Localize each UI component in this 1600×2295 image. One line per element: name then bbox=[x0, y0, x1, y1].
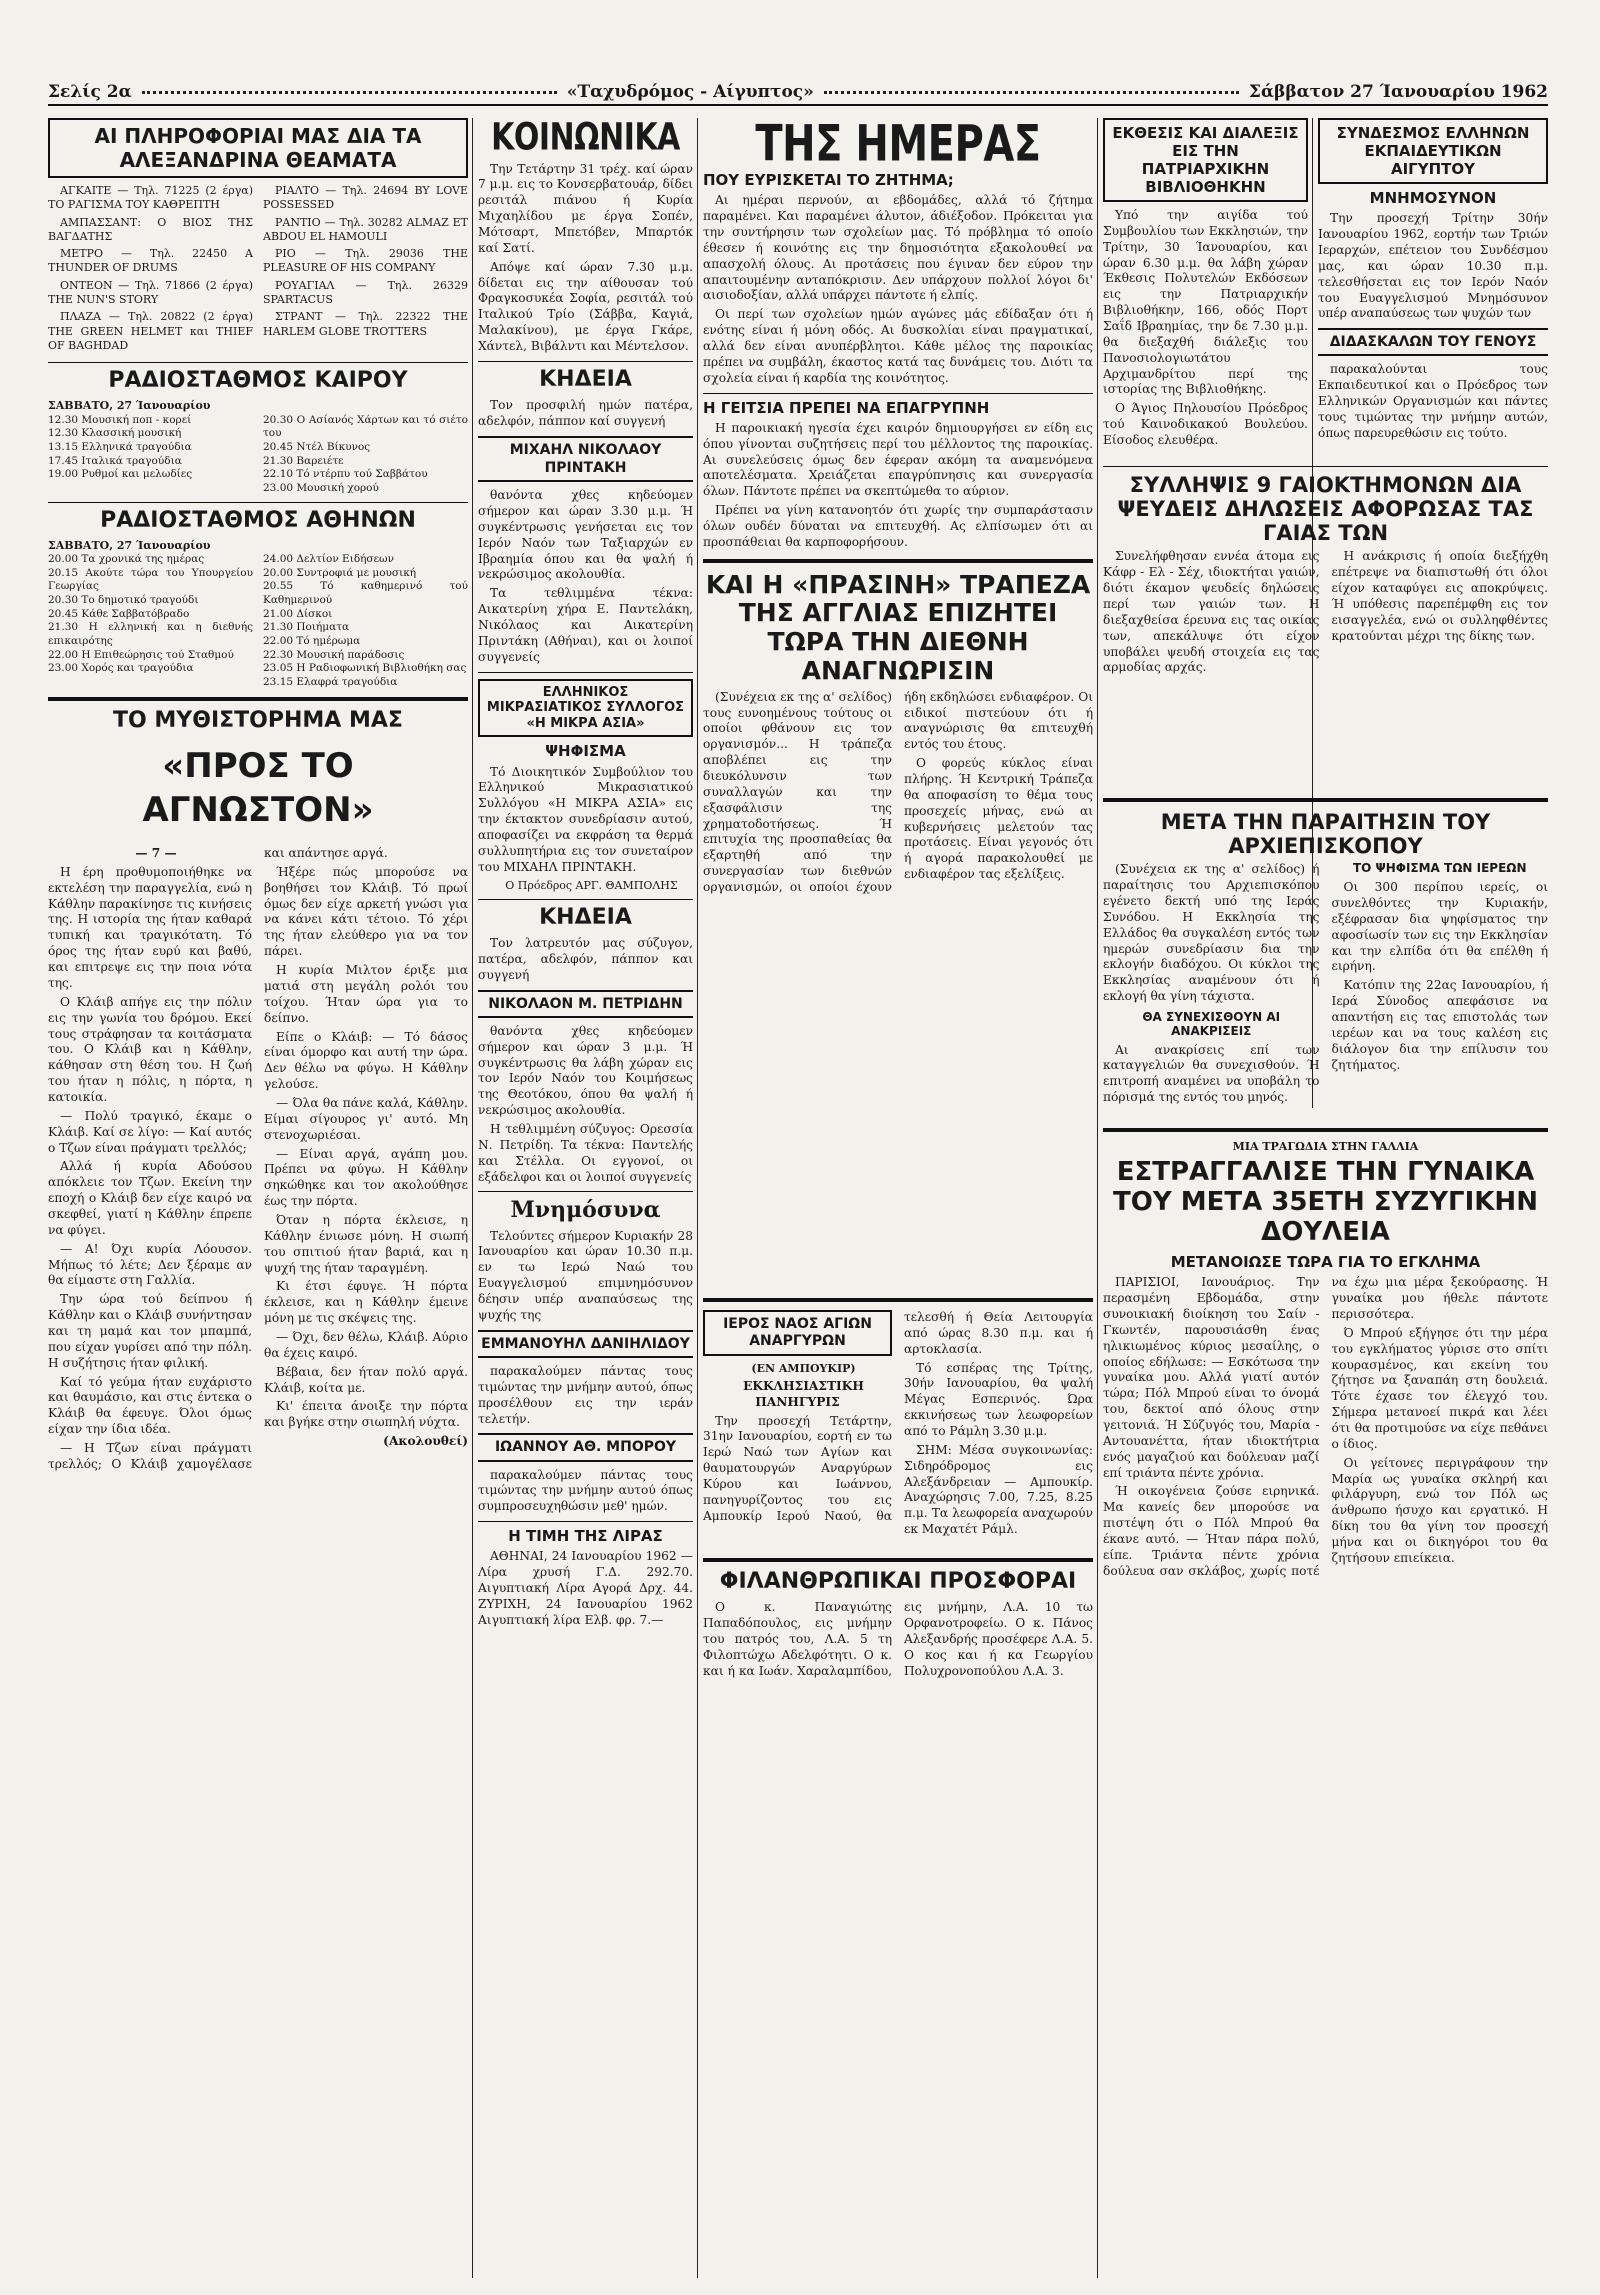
editorial-subheading: ΠΟΥ ΕΥΡΙΣΚΕΤΑΙ ΤΟ ΖΗΤΗΜΑ; bbox=[703, 171, 954, 189]
novel-paragraph: Κι' έπειτα άνοιξε την πόρτα και βγήκε στην σιωπηλή νύχτα. bbox=[264, 1399, 468, 1430]
memorial-name: ΕΜΜΑΝΟΥΗΛ ΔΑΝΙΗΛΙΔΟΥ bbox=[478, 1330, 693, 1358]
column-entertainment bbox=[48, 118, 468, 2278]
novel-paragraph: — Η Τζων είναι πράγματι τρελλός; Ο Κλάιβ χαμογέλασε και απάντησε αργά. bbox=[48, 846, 388, 1471]
tragedy-paragraph: Ό Μπρού εξήγησε ότι την μέρα του εγκλήματος γύρισε στο σπίτι κουρασμένος, και εκείνη του ζήτησε να ξαναπάη στη δουλειά. Τότε έχασε τον έλεγχό του. Σήμερα μετανοεί πικρά και λέει ότι θα προτιμούσε να είχε πεθάνει ο ίδιος. bbox=[1331, 1325, 1548, 1451]
novel-title: «ΠΡΟΣ ΤΟ ΑΓΝΩΣΤΟΝ» bbox=[142, 745, 374, 830]
cinema-item: ΠΛΑΖΑ — Τηλ. 20822 (2 έργα) THE GREEN HELMET και THIEF OF BAGHDAD bbox=[48, 310, 253, 352]
resignation-subheading: ΘΑ ΣΥΝΕΧΙΣΘΟΥΝ ΑΙ ΑΝΑΚΡΙΣΕΙΣ bbox=[1142, 1010, 1281, 1038]
radio-item: 13.15 Ελληνικά τραγούδια bbox=[48, 441, 192, 454]
novel-paragraph: Είπε ο Κλάιβ: — Τό δάσος είναι όμορφο και αυτή την ώρα. Δεν θέλω να φύγω. Η Κάθλην γελούσε. bbox=[264, 1029, 468, 1092]
resolution-label: ΨΗΦΙΣΜΑ bbox=[545, 742, 626, 761]
radio-item: 20.00 Συντροφιά με μουσική bbox=[263, 566, 417, 579]
teachers-text: Την προσεχή Τρίτην 30ήν Ιανουαρίου 1962, εορτήν των Τριών Ιεραρχών, επέτειον του Συνδέσμου μας, και ώραν 10.30 π.μ. τελεσθήσεται εις τον Ιερόν Ναόν του Ευαγγελισμού Μνημόσυνον υπέρ αναπαύσεως των ψυχών των bbox=[1318, 211, 1548, 321]
resignation-story bbox=[1103, 790, 1548, 1120]
deceased-name: ΝΙΚΟΛΑΟΝ Μ. ΠΕΤΡΙΔΗΝ bbox=[478, 990, 693, 1018]
column-lower-middle bbox=[703, 1290, 1093, 2280]
bank-article bbox=[703, 690, 1093, 896]
cinema-item: ΑΓΚΑΙΤΕ — Τηλ. 71225 (2 έργα) ΤΟ ΡΑΓΙΣΜΑ ΤΟΥ ΚΑΘΡΕΠΤΗ bbox=[48, 184, 253, 212]
resignation-subheading: ΤΟ ΨΗΦΙΣΜΑ ΤΩΝ ΙΕΡΕΩΝ bbox=[1352, 861, 1527, 876]
memorial-label: ΜΝΗΜΟΣΥΝΟΝ bbox=[1369, 189, 1497, 207]
deceased-name: ΜΙΧΑΗΛ ΝΙΚΟΛΑΟΥ ΠΡΙΝΤΑΚΗ bbox=[478, 436, 693, 482]
section-rule bbox=[703, 559, 1093, 563]
radio-cairo-schedule bbox=[48, 414, 468, 496]
radio-item: 19.00 Ρυθμοί και μελωδίες bbox=[48, 468, 193, 481]
funeral-heading: ΚΗΔΕΙΑ bbox=[539, 904, 632, 930]
masthead-divider bbox=[142, 91, 557, 94]
section-rule bbox=[1103, 798, 1548, 802]
section-rule bbox=[703, 1558, 1093, 1562]
masthead-divider bbox=[824, 91, 1239, 94]
arrest-paragraph: Συνελήφθησαν εννέα άτομα εις Κάφρ - Ελ - Σέχ, ιδιοκτήται γαιών, διότι έκαμον ψευδείς δηλώσεις περί των γαιών των. Η διεξαχθείσα έρευνα εις τας οικίας των, απεκάλυψε ότι είχον υποβάλει ψευδή στοιχεία εις τας αρμοδίας αρχάς. bbox=[1103, 549, 1320, 675]
church-location: (ΕΝ ΑΜΠΟΥΚΙΡ) bbox=[751, 1361, 856, 1375]
cinema-item: ΟΝΤΕΟΝ — Τηλ. 71866 (2 έργα) THE NUN'S STORY bbox=[48, 278, 253, 307]
exhibit-heading: ΕΚΘΕΣΙΣ ΚΑΙ ΔΙΑΛΕΞΙΣ ΕΙΣ ΤΗΝ ΠΑΤΡΙΑΡΧΙΚΗΝ ΒΙΒΛΙΟΘΗΚΗΝ bbox=[1103, 118, 1308, 202]
column-teachers bbox=[1318, 118, 1548, 448]
memorial-name: ΙΩΑΝΝΟΥ ΑΘ. ΜΠΟΡΟΥ bbox=[478, 1433, 693, 1461]
cinema-item: ΡΙΟ — Τηλ. 29036 THE PLEASURE OF HIS COMPANY bbox=[263, 247, 468, 275]
tragedy-story bbox=[1103, 1120, 1548, 2280]
radio-item: 12.30 Μουσική ποπ - κορεί bbox=[48, 413, 192, 426]
funeral-text: θανόντα χθες κηδεύομεν σήμερον και ώραν 3 μ.μ. Ή συγκέντρωσις θα λάβη χώραν εις τον Ιερόν Ναόν του Κοιμήσεως της Θεοτόκου, όπου θα ψαλή ή νεκρώσιμος ακολουθία. bbox=[478, 1023, 693, 1118]
radio-athens-schedule bbox=[48, 553, 468, 689]
section-rule bbox=[478, 1191, 693, 1192]
funeral-intro: Τον προσφιλή ημών πατέρα, αδελφόν, πάππον καί συγγενή bbox=[478, 398, 693, 428]
section-rule bbox=[478, 1521, 693, 1522]
lira-heading: Η ΤΙΜΗ ΤΗΣ ΛΙΡΑΣ bbox=[508, 1527, 663, 1546]
editorial-paragraph: Αι ημέραι περνούν, αι εβδομάδες, αλλά τό ζήτημα παραμένει. Και παραμένει άλυτον, άδιέξοδον. Πρόκειται για την συντήρησιν των σχολείων μας. Τό πρόβλημα τό οποίο έθεσεν ή κοινότης εις την δημοσιότητα εξακολουθεί να απασχολή όλους. Αι προτάσεις που έγιναν δεν εύρον την απαιτουμένην ανταπόκρισιν. Δεν υπάρχουν πολλοί λόγοι δι' αισιοδοξίαν, αλλά υπάρχει πάντοτε ή ελπίς. bbox=[703, 193, 1093, 303]
radio-item: 23.15 Ελαφρά τραγούδια bbox=[263, 675, 398, 688]
funeral-family: Τα τεθλιμμένα τέκνα: Αικατερίνη χήρα Ε. Παντελάκη, Νικόλαος και Αικατερίνη Πριντάκη (Αθήναι), και οι λοιποί συγγενείς bbox=[478, 586, 693, 664]
radio-item: 22.00 Η Επιθεώρησις τού Σταθμού bbox=[48, 648, 234, 661]
novel-paragraph: Αλλά ή κυρία Αδούσου απόκλειε τον Τζων. Εκείνη την εποχή ο Κλάιβ δεν είχε καιρό να σκεφθεί, γιατί η Κάθλην έπρεπε να φύγει. bbox=[48, 1159, 252, 1237]
tragedy-body bbox=[1103, 1275, 1548, 1579]
section-rule bbox=[1103, 1128, 1548, 1132]
radio-item: 17.45 Ιταλικά τραγούδια bbox=[48, 454, 182, 467]
funeral-intro: Τον λατρευτόν μας σύζυγον, πατέρα, αδελφόν, πάππον και συγγενή bbox=[478, 936, 693, 982]
arrest-paragraph: Η ανάκρισις ή οποία διεξήχθη επέτρεψε να διαπιστωθή ότι όλοι είχον καταφύγει εις αποκρύψεις. Ή υπόθεσις παρεπέμφθη εις τον εισαγγελέα, ενώ οι συλληφθέντες κρατούνται μέχρι της δίκης των. bbox=[1331, 549, 1548, 643]
charity-heading: ΦΙΛΑΝΘΡΩΠΙΚΑΙ ΠΡΟΣΦΟΡΑΙ bbox=[719, 1569, 1077, 1595]
novel-episode: — 7 — bbox=[135, 846, 177, 861]
editorial-paragraph: Η παροικιακή ηγεσία έχει καιρόν δημιουργήσει εν είδη εις όπου γίνονται συζητήσεις περί του μέλλοντος της παροικίας. Αι συνελεύσεις όμως δεν έφεραν ακόμη τα αναμενόμενα αποτελέσματα. Χρειάζεται επαγρύπνησις και συνεργασία όλων. Πάντοτε πρέπει να σκεπτώμεθα το αύριον. bbox=[703, 420, 1093, 499]
bank-headline: ΚΑΙ Η «ΠΡΑΣΙΝΗ» ΤΡΑΠΕΖΑ ΤΗΣ ΑΓΓΛΙΑΣ ΕΠΙΖΗΤΕΙ ΤΩΡΑ ΤΗΝ ΔΙΕΘΝΗ ΑΝΑΓΝΩΡΙΣΙΝ bbox=[705, 569, 1091, 685]
novel-paragraph: Την ώρα τού δείπνου ή Κάθλην και ο Κλάιβ συνήντησαν και τη μαμά και τον μπαμπά, που είχαν γυρίσει από την πόλη. Η συζήτησις ήταν φιλική. bbox=[48, 1292, 252, 1370]
novel-paragraph: — Όχι, δεν θέλω, Κλάιβ. Αύριο θα έχεις καιρό. bbox=[264, 1329, 468, 1360]
entertainment-heading: ΑΙ ΠΛΗΡΟΦΟΡΙΑΙ ΜΑΣ ΔΙΑ ΤΑ ΑΛΕΞΑΝΔΡΙΝΑ ΘΕΑΜΑΤΑ bbox=[48, 118, 468, 178]
novel-paragraph: Ήξέρε πώς μπορούσε να βοηθήσει τον Κλάιβ. Τό πρωί όμως δεν είχε αρκετή γνώσι για να κάνει κάτι τέτοιο. Τό χέρι της ήταν ελεύθερο για να τον πάρει. bbox=[264, 864, 468, 959]
section-rule bbox=[703, 393, 1093, 394]
cinema-item: ΡΙΑΛΤΟ — Τηλ. 24694 BY LOVE POSSESSED bbox=[263, 184, 468, 212]
novel-paragraph: — Πολύ τραγικό, έκαμε ο Κλάιβ. Καί σε λίγο: — Καί αυτός ο Τζων είναι πράγματι τρελλός; bbox=[48, 1108, 252, 1155]
radio-item: 20.45 Ντέλ Βίκυνος bbox=[263, 441, 371, 454]
church-event: ΕΚΚΛΗΣΙΑΣΤΙΚΗ ΠΑΝΗΓΥΡΙΣ bbox=[743, 1378, 864, 1409]
page-number: Σελίς 2α bbox=[48, 82, 132, 102]
memorial-text: παρακαλούμεν πάντας τους τιμώντας την μνήμην αυτού όπως συμπροσευχηθώσιν μεθ' ημών. bbox=[478, 1467, 693, 1514]
novel-paragraph: — Α! Όχι κυρία Λόουσον. Μήπως τό λέτε; Δεν ξέραμε αν θα είμαστε στη Γαλλία. bbox=[48, 1241, 252, 1288]
radio-item: 20.00 Τα χρονικά της ημέρας bbox=[48, 553, 205, 566]
column-of-the-day bbox=[703, 118, 1093, 1268]
arrest-headline: ΣΥΛΛΗΨΙΣ 9 ΓΑΙΟΚΤΗΜΟΝΩΝ ΔΙΑ ΨΕΥΔΕΙΣ ΔΗΛΩΣΕΙΣ ΑΦΟΡΩΣΑΣ ΤΑΣ ΓΑΙΑΣ ΤΩΝ bbox=[1117, 473, 1534, 546]
radio-item: 21.30 Η ελληνική και η διεθνής επικαιρότης bbox=[48, 621, 253, 647]
radio-item: 20.15 Ακούτε τώρα του Υπουργείου Γεωργίας bbox=[48, 566, 253, 593]
tragedy-paragraph: Ή οικογένεια ζούσε ειρηνικά. Μα κανείς δεν μπορούσε να πιστέψη ότι ο Πόλ Μπρού θα έκανε αυτό. — Ήταν πάρα πολύ, είπε. Τριάντα πέντε χρόνια δούλευα σαν σκλάβος, χωρίς ποτέ να έχω μια μέρα ξεκούρασης. Ή γυναίκα μου ήθελε πάντοτε περισσότερα. bbox=[1103, 1275, 1548, 1578]
resolution-signature: Ο Πρόεδρος ΑΡΓ. ΘΑΜΠΟΛΗΣ bbox=[505, 878, 678, 892]
masthead bbox=[48, 80, 1548, 106]
resignation-paragraph: Αι ανακρίσεις επί των καταγγελιών θα συνεχισθούν. Ή επιτροπή αναμένει να υποβάλη το πόρισμά της εντός του μηνός. bbox=[1103, 1042, 1320, 1105]
lira-text: ΑΘΗΝΑΙ, 24 Ιανουαρίου 1962 — Λίρα χρυσή Γ.Δ. 292.70. Αιγυπτιακή Λίρα Αγορά Δρχ. 44. ΖΥΡΙΧΗ, 24 Ιανουαρίου 1962 Αιγυπτιακή λίρα Ελβ. φρ. 7.— bbox=[478, 1549, 693, 1627]
editorial-subheading: Η ΓΕΙΤΣΙΑ ΠΡΕΠΕΙ ΝΑ ΕΠΑΓΡΥΠΝΗ bbox=[703, 398, 990, 417]
radio-item: 21.30 Βαρειέτε bbox=[263, 454, 344, 467]
novel-paragraph: — Είναι αργά, αγάπη μου. Πρέπει να φύγω. Η Κάθλην σηκώθηκε και τον ακολούθησε έως την πόρτα. bbox=[264, 1146, 468, 1209]
arrest-story bbox=[1103, 460, 1548, 790]
radio-item: 20.55 Τό καθημερινό τού Καθημερινού bbox=[263, 580, 468, 606]
charity-text: Ο κ. Παναγιώτης Παπαδόπουλος, εις μνήμην του πατρός του, Λ.Α. 5 τη Φιλοπτώχω Αδελφότητι. Ο κ. και ή κα Ιωάν. Χαραλαμπίδου, εις μνήμην, Λ.Α. 10 τω Ορφανοτροφείω. Ο κ. Πάνος Αλεξανδρής προσέφερε Λ.Α. 5. Ο κος και ή κα Γεωργίου Πολυχρονοπούλου Λ.Α. 3. bbox=[703, 1600, 1093, 1678]
novel-paragraph: Ο Κλάιβ απήγε εις την πόλιν εις την γωνία του δρόμου. Εκεί τους στράφησαν τα κοιτάσματα του. Ο Κλάιβ και η Κάθλην, κάθησαν στη θέση του. Η ζωή του ήταν η πόλις, η πόρτα, η κατοικία. bbox=[48, 994, 252, 1104]
section-rule bbox=[48, 362, 468, 363]
novel-paragraph: Βέβαια, δεν ήταν πολύ αργά. Κλάιβ, κοίτα με. bbox=[264, 1364, 468, 1395]
radio-item: 20.30 Το δημοτικό τραγούδι bbox=[48, 594, 199, 606]
section-rule bbox=[478, 672, 693, 673]
cinema-listings bbox=[48, 184, 468, 356]
issue-date: Σάββατον 27 Ίανουαρίου 1962 bbox=[1248, 82, 1548, 102]
tragedy-paragraph: ΠΑΡΙΣΙΟΙ, Ιανουάριος. Την περασμένη Εβδομάδα, στην συνοικιακή διοίκηση του Σαίν - Γκωντέν, παρουσιάσθη ένας ηλικιωμένος κύριος μεσαίλης, ο οποίος εδήλωσε: — Εσκότωσα την γυναίκα μου. Αλλά γιατί αυτόν τώρα; Πόλ Μπρού είναι το όνομά του, δεκτοί από όλους στην γειτονιά. Ή Σύζυγός του, Μαρία - Αντουανέττα, ήταν ιδιοκτήτρια ενός μαγαζιού και δούλευαν μαζί επί τριάντα πέντε χρόνια. bbox=[1103, 1275, 1320, 1480]
resignation-paragraph: Οι 300 περίπου ιερείς, οι συνελθόντες την Κυριακήν, εξέφρασαν δια ψηφίσματος την αφοσίωσίν των εις την Εκκλησίαν και την ελπίδα ότι θα επέλθη ή ειρήνη. bbox=[1331, 880, 1548, 974]
social-paragraph: Απόψε καί ώραν 7.30 μ.μ. δίδεται εις την αίθουσαν τού Φραγκοσυκέα Σοφία, ρεσιτάλ τού Ιταλικού Τρίο (Σάββα, Καγιά, Μαλακίνου), με έργα Γκάρε, Χάντελ, Βιβάλντι και Μέντελσον. bbox=[478, 259, 693, 353]
tragedy-label: ΜΙΑ ΤΡΑΓΩΔΙΑ ΣΤΗΝ ΓΑΛΛΙΑ bbox=[1232, 1140, 1419, 1153]
editorial-paragraph: Οι περί των σχολείων ημών αγώνες μάς εδίδαξαν ότι ή ενότης είναι ή μόνη οδός. Αι δυσκολίαι είναι πραγματικαί, αλλά δεν είναι ανυπέρβλητοι. Κάθε μέλος της παροικίας πρέπει να συμβάλη, έκαστος κατά τας δυνάμεις του. Διότι τα σχολεία είναι ή καρδία της κοινότητος. bbox=[703, 307, 1093, 385]
tragedy-headline: ΕΣΤΡΑΓΓΑΛΙΣΕ ΤΗΝ ΓΥΝΑΙΚΑ ΤΟΥ ΜΕΤΑ 35ΕΤΗ ΣΥΖΥΓΙΚΗΝ ΔΟΥΛΕΙΑ bbox=[1113, 1157, 1538, 1248]
social-heading: ΚΟΙΝΩΝΙΚΑ bbox=[491, 118, 680, 160]
teachers-association-heading: ΣΥΝΔΕΣΜΟΣ ΕΛΛΗΝΩΝ ΕΚΠΑΙΔΕΥΤΙΚΩΝ ΑΙΓΥΠΤΟΥ bbox=[1318, 118, 1548, 184]
radio-cairo-date: ΣΑΒΒΑΤΟ, 27 Ίανουαρίου bbox=[48, 399, 211, 413]
resignation-paragraph: (Συνέχεια εκ της α' σελίδος) ή παραίτησις του Αρχιεπισκόπου εγένετο δεκτή υπό της Ιεράς Συνόδου. Η Εκκλησία της Ελλάδος θα συγκαλέση εντός των ημερών συνεδρίασιν δια την εκλογήν διαδόχου. Οι κύκλοι της Εκκλησίας αναμένουν ότι ή εκλογή θα γίνη τάχιστα. bbox=[1103, 862, 1320, 1004]
resignation-body bbox=[1103, 862, 1548, 1106]
radio-item: 24.00 Δελτίον Ειδήσεων bbox=[263, 553, 394, 566]
article-paragraph: (Συνέχεια εκ της α' σελίδος) τους ευνοημένους τούτους οι οποίοι φθάνουν εις τον οργανισμόν... Η τράπεζα αποβλέπει εις την διευκόλυνσιν των συναλλαγών και την εξασφάλισιν της χρηματοδοτήσεως. Ή επιτυχία της προσπαθείας θα εξαρτηθή από την συνεργασίαν των διεθνών οργανισμών, οι οποίοι έχουν ήδη εκδηλώσει ενδιαφέρον. Οι ειδικοί πιστεύουν ότι ή αναγνώρισις θα επιτευχθή εντός του έτους. bbox=[703, 689, 1093, 894]
novel-paragraph: Κι έτσι έφυγε. Ή πόρτα έκλεισε, και η Κάθλην έμεινε μόνη με τις σκέψεις της. bbox=[264, 1279, 468, 1326]
association-heading: ΕΛΛΗΝΙΚΟΣ ΜΙΚΡΑΣΙΑΤΙΚΟΣ ΣΥΛΛΟΓΟΣ «Η ΜΙΚΡΑ ΑΣΙΑ» bbox=[478, 679, 693, 738]
charity-notices bbox=[703, 1600, 1093, 1681]
novel-paragraph: Η κυρία Μιλτον έριξε μια ματιά στη μεγάλη ρολόι του τοίχου. Ήταν ώρα για το δείπνο. bbox=[264, 963, 468, 1025]
column-social bbox=[478, 118, 693, 2278]
radio-item: 23.05 Η Ραδιοφωνική Βιβλιοθήκη σας bbox=[263, 662, 467, 675]
column-rule bbox=[472, 118, 473, 2278]
editorial-paragraph: Πρέπει να γίνη κατανοητόν ότι χωρίς την συμπαράστασιν όλων ουδέν δύναται να επιτευχθή. Ας ελπίσωμεν ότι αι προσπάθειαι θα καρποφορήσουν. bbox=[703, 503, 1093, 549]
exhibit-text: Ο Άγιος Πηλουσίου Πρόεδρος τού Καινοδικακού Βουλεύου. Είσοδος ελευθέρα. bbox=[1103, 401, 1308, 448]
novel-paragraph: Η έρη προθυμοποιήθηκε να εκτελέση την παραγγελία, ενώ η Κάθλην παρακίνησε τις κινήσεις της. Η ιστορία της ήταν καθαρά τυπική και τραγικότατη. Τό όρος της ήταν ευρύ και βαθύ, και επιτρεψε εις την ποια νότα της. bbox=[48, 864, 252, 990]
church-text: Τό εσπέρας της Τρίτης, 30ήν Ιανουαρίου, θα ψαλή Μέγας Εσπερινός. Ώρα εκκινήσεως των λεωφορείων από το Ράμλη 3.30 μ.μ. bbox=[904, 1360, 1093, 1439]
radio-item: 20.30 Ο Ασίανός Χάρτων και τό σιέτο του bbox=[263, 413, 468, 440]
church-text: Την προσεχή Τετάρτην, 31ην Ιανουαρίου, εορτή εν τω Ιερώ Ναώ των Αγίων και θαυματουργών Αναργύρων Κύρου και Ιωάννου, πανηγυρίζοντος του εις Αμπουκίρ Ιερού Ναού, θα τελεσθή ή Θεία Λειτουργία από ώρας 8.30 π.μ. και ή αρτοκλασία. bbox=[703, 1310, 1093, 1523]
day-heading: ΤΗΣ ΗΜΕΡΑΣ bbox=[755, 118, 1041, 173]
funeral-text: θανόντα χθες κηδεύομεν σήμερον και ώραν 3.30 μ.μ. Ή συγκέντρωσις γενήσεται εις τον Ιερόν Ναόν των Ταξιαρχών εν Ιβραημία όπου και θα ψαλή ή νεκρώσιμος ακολουθία. bbox=[478, 488, 693, 582]
resignation-paragraph: Κατόπιν της 22ας Ιανουαρίου, ή Ιερά Σύνοδος απεφάσισε να απαντήση εις τας επιστολάς των ιερέων και να τους καλέση εις διάλογον δια την επίλυσιν του ζητήματος. bbox=[1331, 978, 1548, 1072]
section-rule bbox=[478, 899, 693, 900]
tragedy-paragraph: Οι γείτονες περιγράφουν την Μαρία ως γυναίκα σκληρή και φιλάργυρη, ενώ τον Πόλ ως άνθρωπο ήσυχο και εργατικό. Η δίκη του θα γίνη τον προσεχή μήνα και οι δικηγόροι του θα ζητήσουν επιείκεια. bbox=[1331, 1455, 1548, 1565]
exhibit-text: Υπό την αιγίδα τού Συμβουλίου των Εκκλησιών, την Τρίτην, 30 Ίανουαρίου, και ώραν 6.30 μ.μ. θα λάβη χώραν Έκθεσις Πολυτελών Εκδόσεων εις την Πατριαρχικήν Βιβλιοθήκην, 166, οδός Πορτ Σαΐδ Ιβραημίας, την δε 7.30 μ.μ. θα διεξαχθή διάλεξις του Πανοσιολογιωτάτου Αρχιμανδρίτου περί της ιστορίας της Βιβλιοθήκης. bbox=[1103, 208, 1308, 397]
novel-paragraph: Καί τό γεύμα ήταν ευχάριστο και θαυμάσιο, και στις έντεκα ο Κλάιβ θα έφευγε. Όλοι όμως είχαν την ίδια ιδέα. bbox=[48, 1374, 252, 1437]
section-rule bbox=[48, 697, 468, 701]
radio-athens-heading: ΡΑΔΙΟΣΤΑΘΜΟΣ ΑΘΗΝΩΝ bbox=[100, 507, 416, 533]
radio-cairo-heading: ΡΑΔΙΟΣΤΑΘΜΟΣ ΚΑΙΡΟΥ bbox=[108, 368, 408, 394]
teachers-text: παρακαλούνται τους Εκπαιδευτικοί και ο Πρόεδρος των Ελληνικών Οργανισμών και πάντες τους τιμώντας την μνήμην αυτών, όπως παρευρεθώσιν εις τούτο. bbox=[1318, 362, 1548, 440]
radio-athens-date: ΣΑΒΒΑΤΟ, 27 Ίανουαρίου bbox=[48, 538, 211, 552]
radio-item: 23.00 Χορός και τραγούδια bbox=[48, 662, 194, 675]
article-paragraph: Ο φορεύς κύκλος είναι πλήρης. Ή Κεντρική Τράπεζα θα αποφασίση το θέμα τους προσεχείς μήνας, ενώ αι κυβερνήσεις μελετούν τας προτάσεις. Είναι γεγονός ότι ή αγορά παρακολουθεί με ενδιαφέρον τας εξελίξεις. bbox=[904, 756, 1093, 882]
column-rule bbox=[1097, 118, 1098, 2278]
resignation-headline: ΜΕΤΑ ΤΗΝ ΠΑΡΑΙΤΗΣΙΝ ΤΟΥ ΑΡΧΙΕΠΙΣΚΟΠΟΥ bbox=[1160, 810, 1491, 859]
novel-paragraph: — Όλα θα πάνε καλά, Κάθλην. Είμαι σίγουρος γι' αυτό. Μη στενοχωριέσαι. bbox=[264, 1095, 468, 1142]
funeral-family: Η τεθλιμμένη σύζυγος: Ορεσσία Ν. Πετρίδη. Τα τέκνα: Παντελής και Στέλλα. Οι εγγονοί, οι εξάδελφοι και οι λοιποί συγγενείς bbox=[478, 1122, 693, 1184]
church-heading: ΙΕΡΟΣ ΝΑΟΣ ΑΓΙΩΝ ΑΝΑΡΓΥΡΩΝ bbox=[703, 1310, 892, 1356]
tragedy-subheading: ΜΕΤΑΝΟΙΩΣΕ ΤΩΡΑ ΓΙΑ ΤΟ ΕΓΚΛΗΜΑ bbox=[1170, 1252, 1481, 1271]
radio-item: 22.10 Τό ντέρπυ τού Σαββάτου bbox=[263, 468, 428, 481]
radio-item: 20.45 Κάθε Σαββατόβραδο bbox=[48, 607, 190, 620]
cinema-item: ΡΑΝΤΙΟ — Τηλ. 30282 ALMAZ ET ABDOU EL HAMOULI bbox=[263, 215, 468, 243]
radio-item: 12.30 Κλασσική μουσική bbox=[48, 427, 182, 440]
radio-item: 22.30 Μουσική παράδοσις bbox=[263, 648, 405, 661]
memorial-heading: Μνημόσυνα bbox=[510, 1197, 661, 1224]
section-rule bbox=[703, 1298, 1093, 1302]
radio-item: 23.00 Μουσική χορού bbox=[263, 481, 379, 494]
section-rule bbox=[1103, 466, 1548, 467]
cinema-item: ΣΤΡΑΝΤ — Τηλ. 22322 THE HARLEM GLOBE TROTTERS bbox=[263, 310, 468, 338]
cinema-item: ΑΜΠΑΣΣΑΝΤ: Ο ΒΙΟΣ ΤΗΣ ΒΑΓΔΑΤΗΣ bbox=[48, 215, 253, 243]
newspaper-name: «Ταχυδρόμος - Αίγυπτος» bbox=[566, 82, 814, 102]
funeral-heading: ΚΗΔΕΙΑ bbox=[539, 366, 632, 392]
resolution-text: Τό Διοικητικόν Συμβούλιον του Ελληνικού Μικρασιατικού Συλλόγου «Η ΜΙΚΡΑ ΑΣΙΑ» εις την έκτακτον συνεδρίασιν αυτού, αποφασίζει να εκφράση τα θερμά συλλυπητήρια εις τον συνεταίρον του ΜΙΧΑΗΛ ΠΡΙΝΤΑΚΗ. bbox=[478, 764, 693, 874]
radio-item: 21.00 Δίσκοι bbox=[263, 607, 333, 620]
memorial-text: Τελούντες σήμερον Κυριακήν 28 Ιανουαρίου και ώραν 10.30 π.μ. εν τω Ιερώ Ναώ του Ευαγγελισμού επιμνημόσυνον δέησιν υπέρ αναπαύσεως της ψυχής της bbox=[478, 1228, 693, 1322]
novel-paragraph: Όταν η πόρτα έκλεισε, η Κάθλην ένιωσε μόνη. Η σιωπή του σπιτιού ήταν βαριά, και η ψυχή της ήταν ταραγμένη. bbox=[264, 1212, 468, 1275]
memorial-text: παρακαλούμεν πάντας τους τιμώντας την μνήμην αυτού, όπως προσέλθουν εις την ιεράν τελετήν. bbox=[478, 1363, 693, 1426]
section-rule bbox=[48, 502, 468, 503]
church-text: ΣΗΜ: Μέσα συγκοινωνίας: Σιδηρόδρομος εις Αλεξάνδρειαν — Αμπουκίρ. Αναχώρησις 7.00, 7.25, 8.25 π.μ. Τα λεωφορεία αναχωρούν εκ Μαχατέτ Ράμλ. bbox=[904, 1442, 1093, 1537]
teachers-heading: ΔΙΔΑΣΚΑΛΩΝ ΤΟΥ ΓΕΝΟΥΣ bbox=[1318, 328, 1548, 356]
social-paragraph: Την Τετάρτην 31 τρέχ. καί ώραν 7 μ.μ. εις το Κονσερβατουάρ, δίδει ρεσιτάλ πιάνου ή Κυρία Μιχαηλίδου με έργα Σοπέν, Μότσαρτ, Μπετόβεν, Μπαρτόκ καί Σατί. bbox=[478, 161, 693, 255]
novel-continued: (Ακολουθεί) bbox=[383, 1434, 468, 1449]
novel-body bbox=[48, 846, 468, 1473]
cinema-item: ΜΕΤΡΟ — Τηλ. 22450 A THUNDER OF DRUMS bbox=[48, 247, 253, 275]
church-notices bbox=[703, 1310, 1093, 1538]
novel-label: ΤΟ ΜΥΘΙΣΤΟΡΗΜΑ ΜΑΣ bbox=[113, 708, 403, 734]
section-rule bbox=[478, 361, 693, 362]
radio-item: 22.00 Τό ημέρωμα bbox=[263, 634, 361, 647]
column-rule bbox=[697, 118, 698, 2278]
radio-item: 21.30 Ποιήματα bbox=[263, 621, 350, 634]
cinema-item: ΡΟΥΑΓΙΑΛ — Τηλ. 26329 SPARTACUS bbox=[263, 278, 468, 307]
arrest-body bbox=[1103, 549, 1548, 676]
